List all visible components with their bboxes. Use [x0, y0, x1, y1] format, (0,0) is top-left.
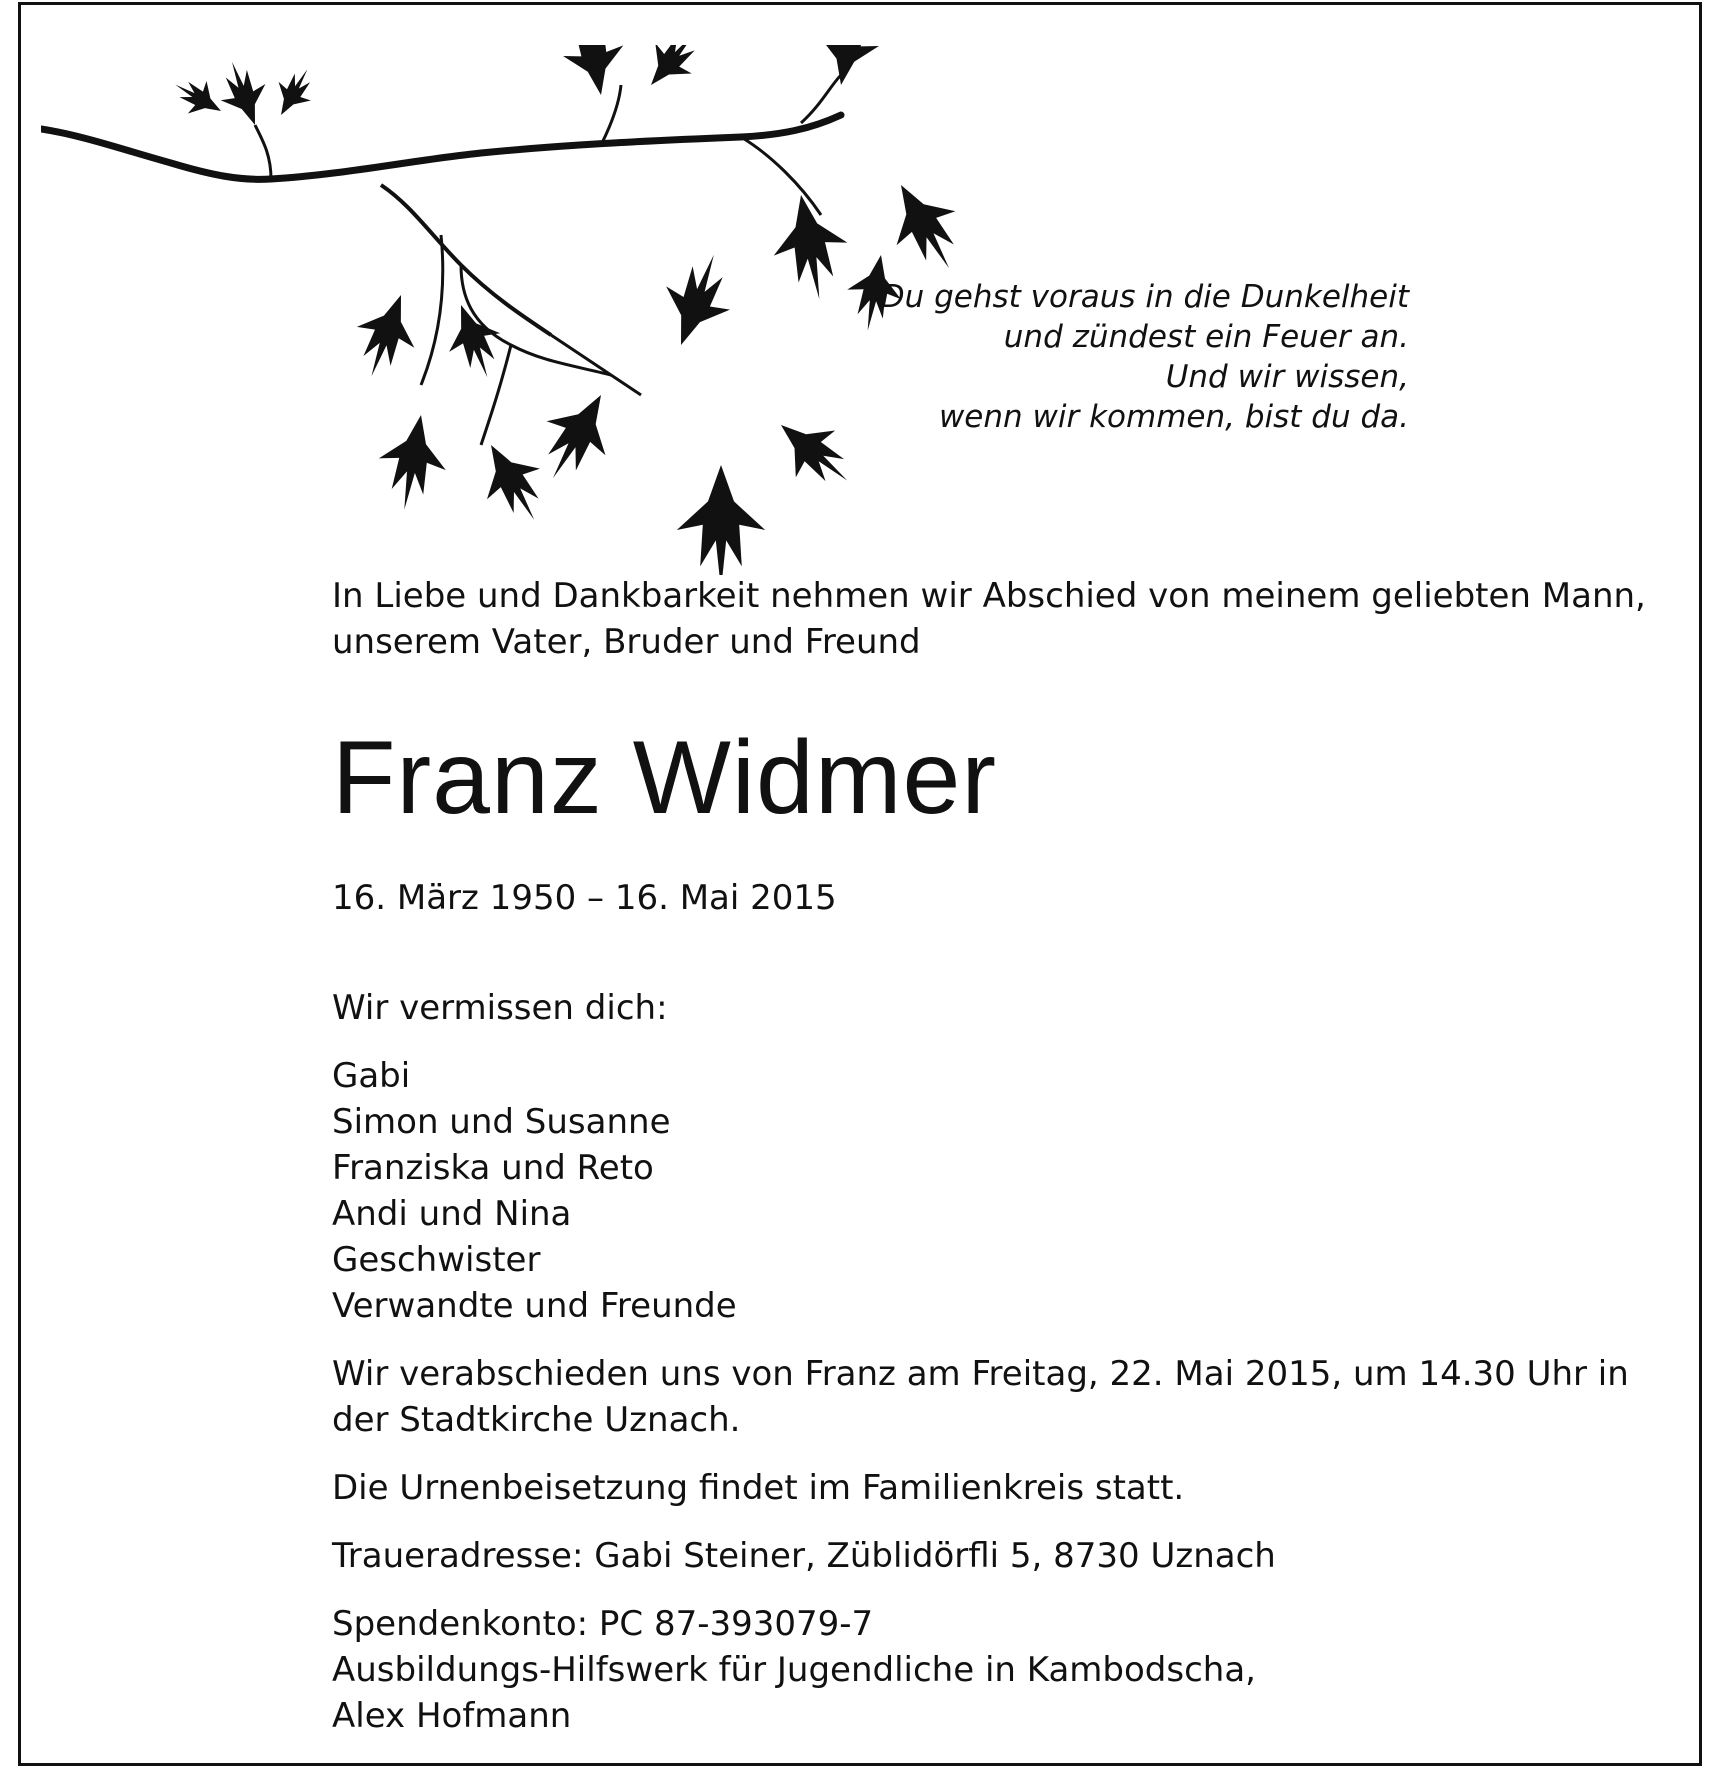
intro-line: In Liebe und Dankbarkeit nehmen wir Abschied von meinem geliebten Mann,	[332, 576, 1646, 616]
obituary-frame	[18, 2, 1702, 1766]
service-line: Wir verabschieden uns von Franz am Freitag, 22. Mai 2015, um 14.30 Uhr in	[332, 1354, 1629, 1394]
poem-line: Du gehst voraus in die Dunkelheit	[880, 279, 1409, 315]
deceased-name: Franz Widmer	[332, 720, 997, 836]
maple-branch-illustration	[41, 45, 1001, 575]
donation-line: Ausbildungs-Hilfswerk für Jugendliche in Kambodscha,	[332, 1650, 1256, 1690]
mourner-item: Verwandte und Freunde	[332, 1286, 737, 1326]
intro-line: unserem Vater, Bruder und Freund	[332, 622, 921, 662]
mourning-address: Traueradresse: Gabi Steiner, Züblidörfli 5, 8730 Uznach	[332, 1536, 1276, 1576]
mourner-item: Franziska und Reto	[332, 1148, 654, 1188]
donation-line: Alex Hofmann	[332, 1696, 572, 1736]
poem-quote	[881, 277, 1409, 437]
obituary-body	[332, 573, 1692, 1739]
mourner-item: Gabi	[332, 1056, 411, 1096]
donation-info	[332, 1601, 1692, 1739]
mourner-item: Andi und Nina	[332, 1194, 572, 1234]
poem-line: Und wir wissen,	[1165, 359, 1409, 395]
mourners-label: Wir vermissen dich:	[332, 988, 668, 1028]
mourner-item: Geschwister	[332, 1240, 541, 1280]
mourners-list	[332, 1053, 1692, 1329]
burial-note: Die Urnenbeisetzung findet im Familienkreis statt.	[332, 1468, 1185, 1508]
mourner-item: Simon und Susanne	[332, 1102, 671, 1142]
poem-line: und zündest ein Feuer an.	[1003, 319, 1409, 355]
intro-text	[332, 573, 1692, 665]
service-details	[332, 1351, 1692, 1443]
service-line: der Stadtkirche Uznach.	[332, 1400, 741, 1440]
donation-line: Spendenkonto: PC 87-393079-7	[332, 1604, 874, 1644]
poem-line: wenn wir kommen, bist du da.	[938, 399, 1409, 435]
life-dates: 16. März 1950 – 16. Mai 2015	[332, 878, 837, 918]
